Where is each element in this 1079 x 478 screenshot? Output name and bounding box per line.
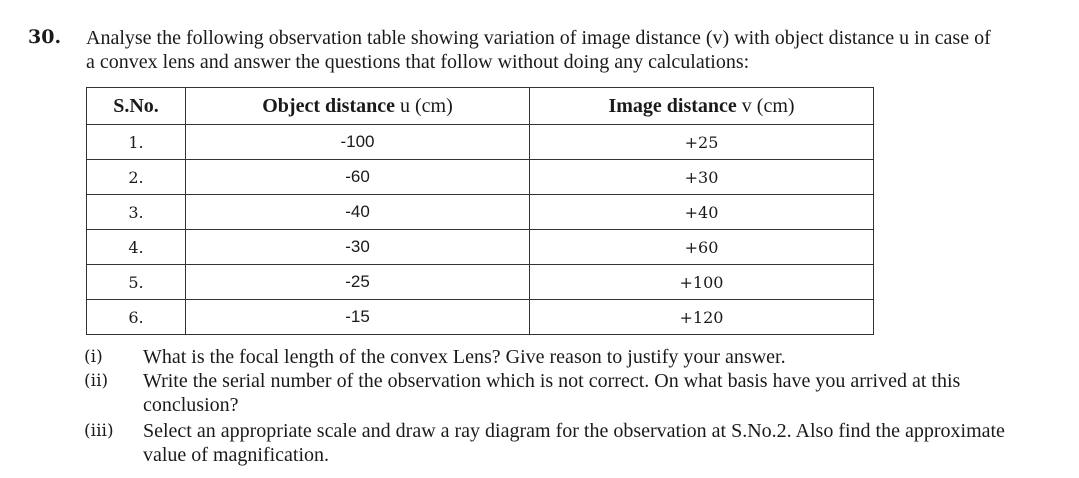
cell-object-distance: -60 — [186, 160, 530, 195]
cell-object-distance: -30 — [186, 230, 530, 265]
intro-line-1: Analyse the following observation table showing variation of image distance (v) with object distance u in case of — [86, 27, 991, 49]
observation-table — [86, 87, 874, 335]
sub-question-i — [84, 345, 1079, 369]
cell-image-distance: +100 — [530, 265, 874, 300]
cell-image-distance: +60 — [530, 230, 874, 265]
sub-question-text-cont: value of magnification. — [143, 444, 330, 466]
cell-object-distance: -100 — [186, 125, 530, 160]
cell-object-distance: -25 — [186, 265, 530, 300]
sub-question-label: (i) — [84, 347, 103, 367]
table-header-row — [87, 88, 874, 125]
cell-object-distance: -40 — [186, 195, 530, 230]
sub-question-text-cont: conclusion? — [143, 394, 239, 416]
sub-question-label: (ii) — [84, 371, 109, 391]
table-row — [87, 300, 874, 335]
cell-image-distance: +30 — [530, 160, 874, 195]
question-number: 30. — [28, 26, 62, 48]
sub-question-label: (iii) — [84, 421, 114, 441]
table-row — [87, 160, 874, 195]
cell-sno: 6. — [87, 300, 186, 335]
sub-question-text: Write the serial number of the observation which is not correct. On what basis have you arrived at this — [143, 370, 961, 392]
intro-line-2: a convex lens and answer the questions that follow without doing any calculations: — [86, 51, 750, 73]
sub-questions — [84, 345, 1079, 467]
cell-sno: 4. — [87, 230, 186, 265]
table-row — [87, 195, 874, 230]
table-row — [87, 125, 874, 160]
table-row — [87, 265, 874, 300]
question-intro — [86, 26, 1079, 74]
sub-question-iii — [84, 419, 1079, 467]
cell-object-distance: -15 — [186, 300, 530, 335]
cell-image-distance: +40 — [530, 195, 874, 230]
cell-sno: 5. — [87, 265, 186, 300]
cell-sno: 2. — [87, 160, 186, 195]
cell-sno: 1. — [87, 125, 186, 160]
cell-image-distance: +25 — [530, 125, 874, 160]
sub-question-text: Select an appropriate scale and draw a ray diagram for the observation at S.No.2. Also find the approximate — [143, 420, 1005, 442]
header-sno: S.No. — [87, 88, 186, 125]
header-object-distance: Object distance u (cm) — [186, 88, 530, 125]
cell-image-distance: +120 — [530, 300, 874, 335]
cell-sno: 3. — [87, 195, 186, 230]
sub-question-text: What is the focal length of the convex Lens? Give reason to justify your answer. — [143, 346, 786, 368]
header-image-distance: Image distance v (cm) — [530, 88, 874, 125]
table-row — [87, 230, 874, 265]
sub-question-ii — [84, 369, 1079, 417]
